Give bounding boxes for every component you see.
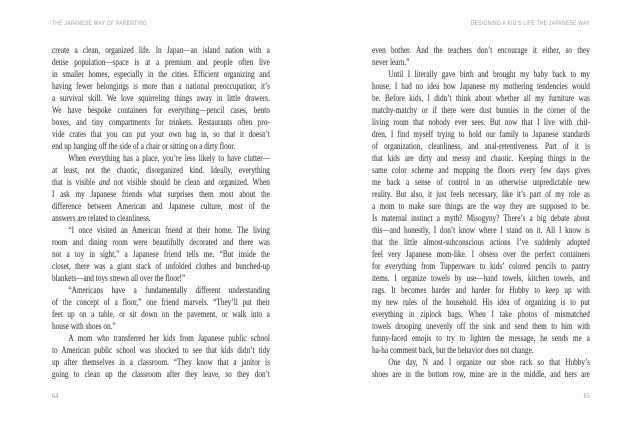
running-head-right: DESIGNING A KID’S LIFE THE JAPANESE WAY bbox=[470, 20, 590, 27]
text-line: rags. It becomes harder and harder for Hubby to keep up with bbox=[372, 286, 590, 296]
text-line: blankets—and toys strewn all over the floor!” bbox=[52, 274, 186, 284]
text-line: me back a sense of control in an otherwise unpredictable new bbox=[372, 178, 590, 188]
text-line: When everything has a place, you’re less likely to have clutter— bbox=[68, 154, 270, 164]
text-line: “I once visited an American friend at their home. The living bbox=[68, 226, 270, 236]
page-number-right: 65 bbox=[583, 391, 590, 400]
text-line: dren, I find myself trying to hold our family to Japanese standards bbox=[372, 130, 590, 140]
text-line: A mom who transferred her kids from Japanese public school bbox=[68, 334, 270, 344]
body-text-left bbox=[52, 45, 270, 381]
text-line: funny-faced emojis to try to lighten the message, he sends me a bbox=[372, 334, 590, 344]
text-line: end up hanging off the side of a chair or sitting on a dirty floor. bbox=[52, 142, 236, 152]
text-line: create a clean, organized life. In Japan—an island nation with a bbox=[52, 46, 270, 56]
text-line: that is visible and not visible should be clean and organized. When bbox=[52, 178, 270, 188]
text-line: dense population—space is at a premium and people often live bbox=[52, 58, 270, 68]
text-line: feet up on a table, or sit down on the pavement, or walk into a bbox=[52, 310, 270, 320]
text-line: of the concept of a floor,” one friend marvels. “They’ll put their bbox=[52, 298, 270, 308]
text-line: to American public school was shocked to see that kids didn’t tidy bbox=[52, 346, 270, 356]
text-line: be. Before kids, I didn’t think about whether all my furniture was bbox=[372, 94, 590, 104]
text-line: a mom to make sure things are the way they are supposed to be. bbox=[372, 202, 590, 212]
text-line: One day, N and I organize our shoe rack so that Hubby’s bbox=[388, 358, 590, 368]
text-line: shoes are in the bottom row, mine are in the middle, and hers are bbox=[372, 370, 590, 380]
page-right bbox=[372, 20, 590, 420]
text-line: that the little almost-subconscious actions I’ve suddenly adopted bbox=[372, 238, 590, 248]
text-line: even bother. And the teachers don’t encourage it either, so they bbox=[372, 46, 590, 56]
text-line: same color scheme and mopping the floors every few days gives bbox=[372, 166, 590, 176]
text-line: of organization, cleanliness, and anal-retentiveness. Part of it is bbox=[372, 142, 590, 152]
text-line: Until I literally gave birth and brought my baby back to my bbox=[388, 70, 590, 80]
text-line: this—and honestly, I don’t know where I stand on it. All I know is bbox=[372, 226, 590, 236]
text-line: going to clean up the classroom after they leave, so they don’t bbox=[52, 370, 270, 380]
text-line: having fewer belongings is more than a national preoccupation; it’s bbox=[52, 82, 270, 92]
text-line: that kids are dirty and messy and chaotic. Keeping things in the bbox=[372, 154, 590, 164]
text-line: up after themselves in a classroom. “They know that a janitor is bbox=[52, 358, 270, 368]
page-left bbox=[52, 20, 270, 420]
running-head-left: THE JAPANESE WAY OF PARENTING bbox=[52, 20, 148, 27]
text-line: Is maternal instinct a myth? Misogyny? There’s a big debate about bbox=[372, 214, 590, 224]
text-line: a survival skill. We love squirreling things away in little drawers. bbox=[52, 94, 270, 104]
text-line: ha-ha comment back, but the behavior does not change. bbox=[372, 346, 534, 356]
text-line: matchy-matchy or if there were dust bunnies in the corner of the bbox=[372, 106, 590, 116]
text-line: house with shoes on.” bbox=[52, 322, 116, 332]
text-line: in smaller homes, especially in the cities. Efficient organizing and bbox=[52, 70, 270, 80]
text-line: at least, not the chaotic, disorganized kind. Ideally, everything bbox=[52, 166, 270, 176]
text-line: answers are related to cleanliness. bbox=[52, 214, 151, 224]
text-line: my new rules of the household. His idea of organizing is to put bbox=[372, 298, 590, 308]
text-line: vide crates that you can put your own bag in, so that it doesn’t bbox=[52, 130, 270, 140]
text-line: room and dining room were beautifully decorated and there was bbox=[52, 238, 270, 248]
page-number-left: 64 bbox=[52, 391, 59, 400]
text-line: “Americans have a fundamentally different understanding bbox=[68, 286, 270, 296]
text-line: living room that nobody ever sees. But now that I live with chil- bbox=[372, 118, 590, 128]
text-line: closet, there was a giant stack of unfolded clothes and bunched-up bbox=[52, 262, 270, 272]
text-line: not a toy in sight,” a Japanese friend tells me. “But inside the bbox=[52, 250, 270, 260]
text-line: We have bespoke containers for everything—pencil cases, bento bbox=[52, 106, 270, 116]
text-line: items. I organize towels by use—hand towels, kitchen towels, and bbox=[372, 274, 590, 284]
text-line: feel very Japanese mom-like. I obsess over the perfect containers bbox=[372, 250, 590, 260]
text-line: boxes, and tiny compartments for trinkets. Restaurants often pro- bbox=[52, 118, 270, 128]
text-line: difference between American and Japanese culture, most of the bbox=[52, 202, 270, 212]
text-line: never learn.” bbox=[372, 58, 410, 68]
text-line: for everything from Tupperware to kids’ colored pencils to pantry bbox=[372, 262, 590, 272]
text-line: I ask my Japanese friends what surprises them most about the bbox=[52, 190, 270, 200]
text-line: everything in ziplock bags. When I take photos of mismatched bbox=[372, 310, 590, 320]
body-text-right bbox=[372, 45, 590, 381]
text-line: reality. But also, it just feels necessary, like it’s part of my role as bbox=[372, 190, 590, 200]
text-line: house, I had no idea how Japanese my mothering tendencies would bbox=[372, 82, 590, 92]
text-line: towels drooping unevenly off the sink and send them to him with bbox=[372, 322, 590, 332]
